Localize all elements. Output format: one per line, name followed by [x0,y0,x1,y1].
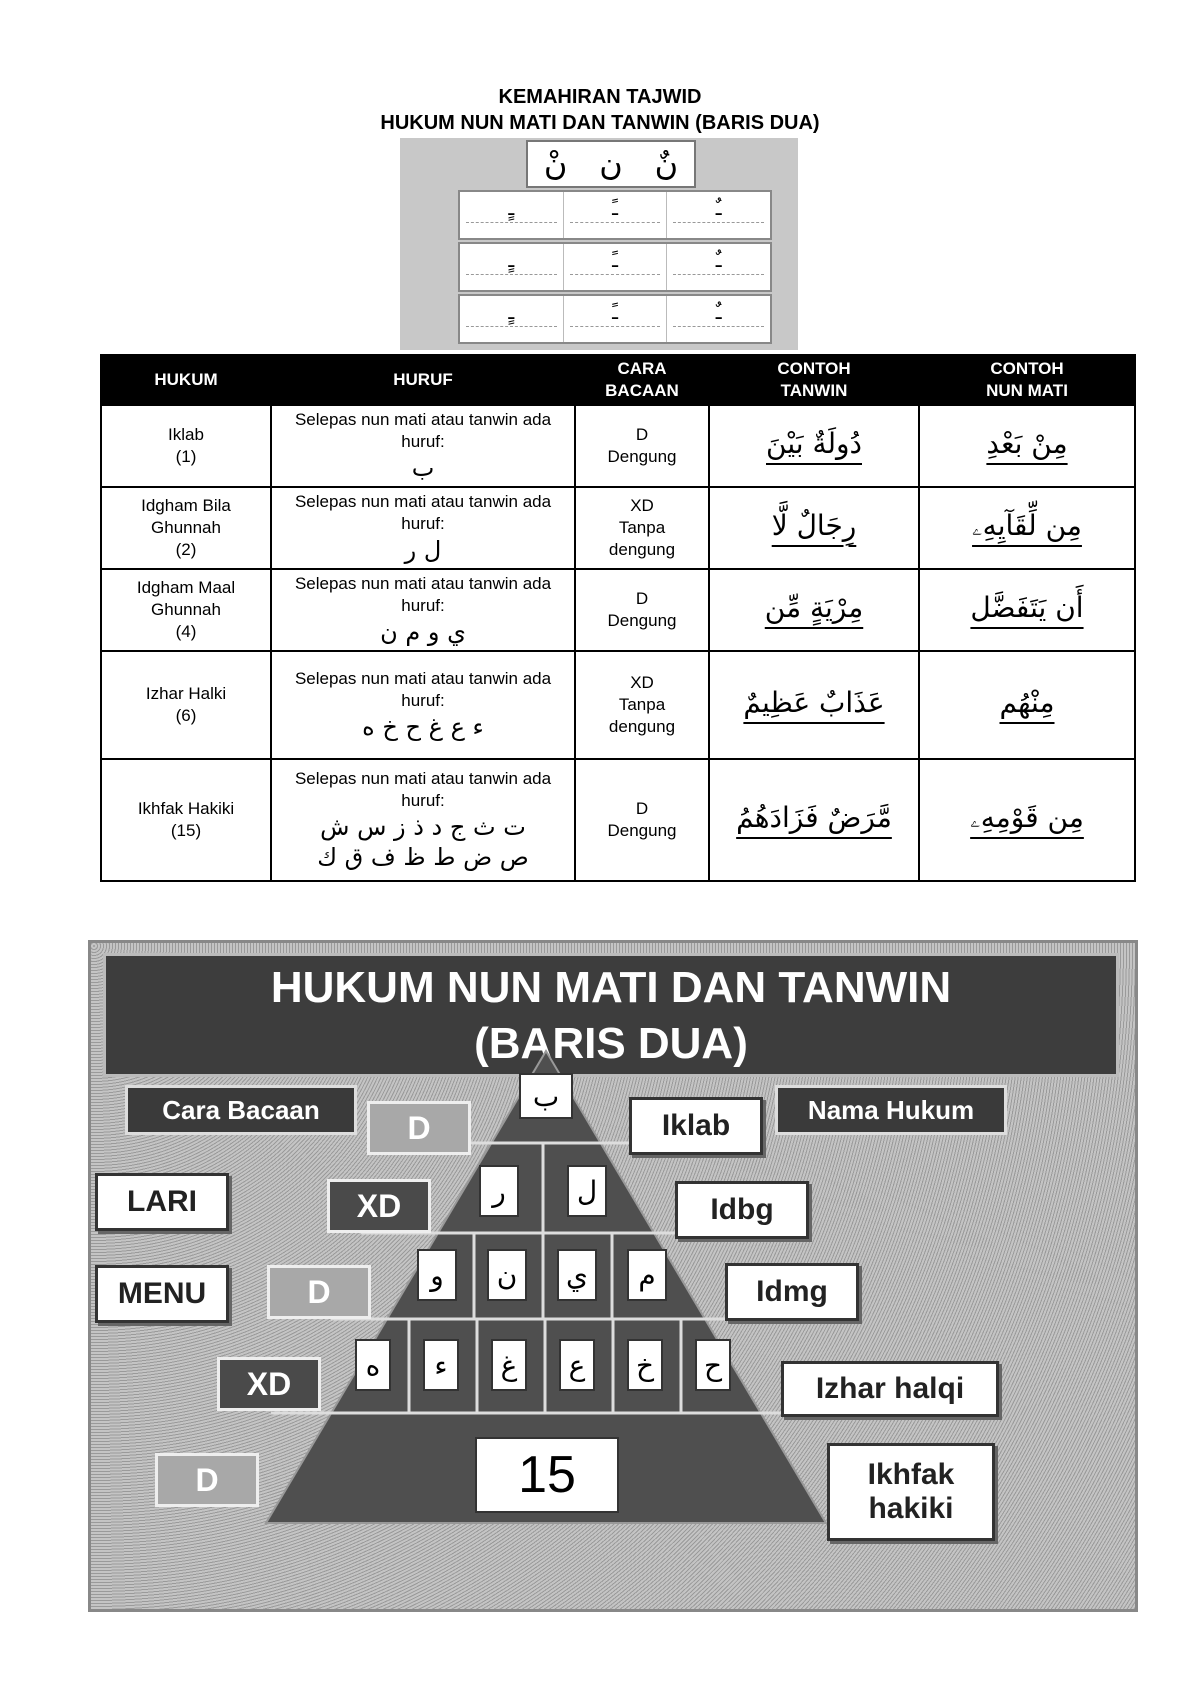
cell-contoh-nun-mati [919,405,1135,487]
cell-contoh-tanwin [709,651,919,759]
cell-huruf [271,651,575,759]
cell-cara-bacaan [575,651,709,759]
cell-line: (6) [175,706,197,725]
tanwin-cell: ـً [564,244,668,290]
cell-line: Idgham Bila [141,496,231,515]
letter-tile[interactable]: ل [567,1165,607,1217]
huruf-text: Selepas nun mati atau tanwin ada huruf: [294,574,552,615]
tanwin-row [458,190,772,240]
letter-tile[interactable]: خ [627,1339,663,1391]
cell-line: Dengung [607,821,677,840]
huruf-text: Selepas nun mati atau tanwin ada huruf: [294,410,552,451]
contoh-tanwin-text: رِجَالٌ لَّا [771,509,857,542]
ikhfak-count-box[interactable]: 15 [475,1437,619,1513]
cell-line: Dengung [607,611,677,630]
lari-button[interactable]: LARI [95,1173,229,1231]
cell-line: (2) [175,540,197,559]
tanwin-cell: ـً [564,192,668,238]
huruf-text: Selepas nun mati atau tanwin ada huruf: [294,769,552,810]
tanwin-cell: ـٍ [460,192,564,238]
cell-line: Iklab [168,425,204,444]
cara-box-izhar[interactable]: XD [217,1357,321,1411]
letter-tile[interactable]: ب [519,1073,573,1119]
table-row [101,487,1135,569]
letter-tile[interactable]: غ [491,1339,527,1391]
table-row [101,759,1135,881]
cell-line: Idgham Maal [136,578,236,597]
cell-line: XD [630,673,654,692]
cell-cara-bacaan [575,569,709,651]
cell-huruf [271,569,575,651]
table-header-row [101,355,1135,405]
cara-box-ikhfak[interactable]: D [155,1453,259,1507]
cell-hukum [101,487,271,569]
table-row [101,651,1135,759]
cell-contoh-tanwin [709,405,919,487]
huruf-letters: ي و م ن [380,618,466,646]
huruf-letters: ب [411,454,435,482]
contoh-tanwin-text: دُولَةٌ بَيْنَ [766,427,862,460]
cell-huruf [271,487,575,569]
huruf-text: Selepas nun mati atau tanwin ada huruf: [294,669,552,710]
cell-contoh-nun-mati [919,569,1135,651]
hukum-label-izhar[interactable]: Izhar halqi [781,1361,999,1417]
harakat-illustration [400,138,798,350]
header-cara-bacaan: CARA BACAAN [575,355,709,405]
huruf-letters: ص ض ط ظ ف ق ك [317,843,529,871]
cell-cara-bacaan [575,487,709,569]
cell-line: (4) [175,622,197,641]
cell-line: Ghunnah [151,600,221,619]
cara-bacaan-header: Cara Bacaan [125,1085,357,1135]
huruf-text: Selepas nun mati atau tanwin ada huruf: [294,492,552,533]
contoh-nun-mati-text: أَن يَتَفَضَّل [970,591,1084,624]
huruf-letters: ل ر [404,536,442,564]
contoh-nun-mati-text: مِن قَوْمِهِۦ [970,801,1084,834]
nun-form: نٌ [654,145,679,183]
header-contoh-nun-mati: CONTOH NUN MATI [919,355,1135,405]
table-row [101,569,1135,651]
nun-forms-box [526,140,696,188]
letter-tile[interactable]: ن [487,1249,527,1301]
cara-box-iklab[interactable]: D [367,1101,471,1155]
tanwin-cell: ـٌ [667,296,770,342]
nun-form: نْ [543,145,568,183]
tanwin-row [458,242,772,292]
tanwin-row [458,294,772,344]
cell-cara-bacaan [575,759,709,881]
cell-line: Tanpa [618,695,666,714]
page-subtitle: HUKUM NUN MATI DAN TANWIN (BARIS DUA) [380,112,820,134]
table-row [101,405,1135,487]
letter-tile[interactable]: و [417,1249,457,1301]
contoh-nun-mati-text: مِن لِّقَآيِهِۦ [972,509,1082,542]
cell-line: Dengung [607,447,677,466]
graphic-banner: HUKUM NUN MATI DAN TANWIN (BARIS DUA) [103,953,1119,1077]
cell-line: D [635,799,649,818]
nun-form: ن [599,145,623,183]
cell-line: Izhar Halki [145,684,227,703]
nama-hukum-header: Nama Hukum [775,1085,1007,1135]
tanwin-cell: ـً [564,296,668,342]
cell-contoh-nun-mati [919,759,1135,881]
cell-cara-bacaan [575,405,709,487]
huruf-letters: ت ث ج د ذ ز س ش [320,813,526,841]
cell-contoh-tanwin [709,759,919,881]
letter-tile[interactable]: ع [559,1339,595,1391]
cell-line: dengung [608,540,676,559]
page-title: KEMAHIRAN TAJWID [498,86,702,108]
cell-line: XD [630,496,654,515]
cell-huruf [271,405,575,487]
cell-huruf [271,759,575,881]
cell-line: (15) [170,821,202,840]
tanwin-cell: ـٍ [460,244,564,290]
contoh-nun-mati-text: مِنْهُم [999,686,1055,719]
letter-tile[interactable]: ي [557,1249,597,1301]
contoh-tanwin-text: مَّرَضٌ فَزَادَهُمُ [736,801,892,834]
header-contoh-tanwin: CONTOH TANWIN [709,355,919,405]
cell-line: Ikhfak Hakiki [137,799,235,818]
hukum-label-ikhfak[interactable]: Ikhfak hakiki [827,1443,995,1541]
tanwin-cell: ـٍ [460,296,564,342]
cell-contoh-tanwin [709,487,919,569]
header-huruf: HURUF [271,355,575,405]
huruf-letters: ء ع غ ح خ ه [362,713,484,741]
cell-line: Ghunnah [151,518,221,537]
contoh-nun-mati-text: مِنْ بَعْدِ [986,427,1068,460]
tanwin-cell: ـٌ [667,244,770,290]
tanwin-cell: ـٌ [667,192,770,238]
cell-contoh-nun-mati [919,487,1135,569]
contoh-tanwin-text: مِرْيَةٍ مِّن [764,591,864,624]
pyramid-graphic [88,940,1138,1612]
hukum-label-iklab[interactable]: Iklab [629,1097,763,1155]
cell-line: (1) [175,447,197,466]
cell-line: dengung [608,717,676,736]
letter-tile[interactable]: ر [479,1165,519,1217]
cell-line: D [635,589,649,608]
header-hukum: HUKUM [101,355,271,405]
letter-tile[interactable]: ه [355,1339,391,1391]
letter-tile[interactable]: ء [423,1339,459,1391]
cell-line: Tanpa [618,518,666,537]
cell-hukum [101,569,271,651]
cara-box-idbg[interactable]: XD [327,1179,431,1233]
cara-box-idmg[interactable]: D [267,1265,371,1319]
hukum-label-idmg[interactable]: Idmg [725,1263,859,1321]
cell-hukum [101,405,271,487]
cell-hukum [101,759,271,881]
letter-tile[interactable]: م [627,1249,667,1301]
menu-button[interactable]: MENU [95,1265,229,1323]
contoh-tanwin-text: عَذَابٌ عَظِيمٌ [743,686,885,719]
cell-contoh-nun-mati [919,651,1135,759]
cell-line: D [635,425,649,444]
cell-contoh-tanwin [709,569,919,651]
tajwid-table [100,354,1136,882]
letter-tile[interactable]: ح [695,1339,731,1391]
cell-hukum [101,651,271,759]
hukum-label-idbg[interactable]: Idbg [675,1181,809,1239]
